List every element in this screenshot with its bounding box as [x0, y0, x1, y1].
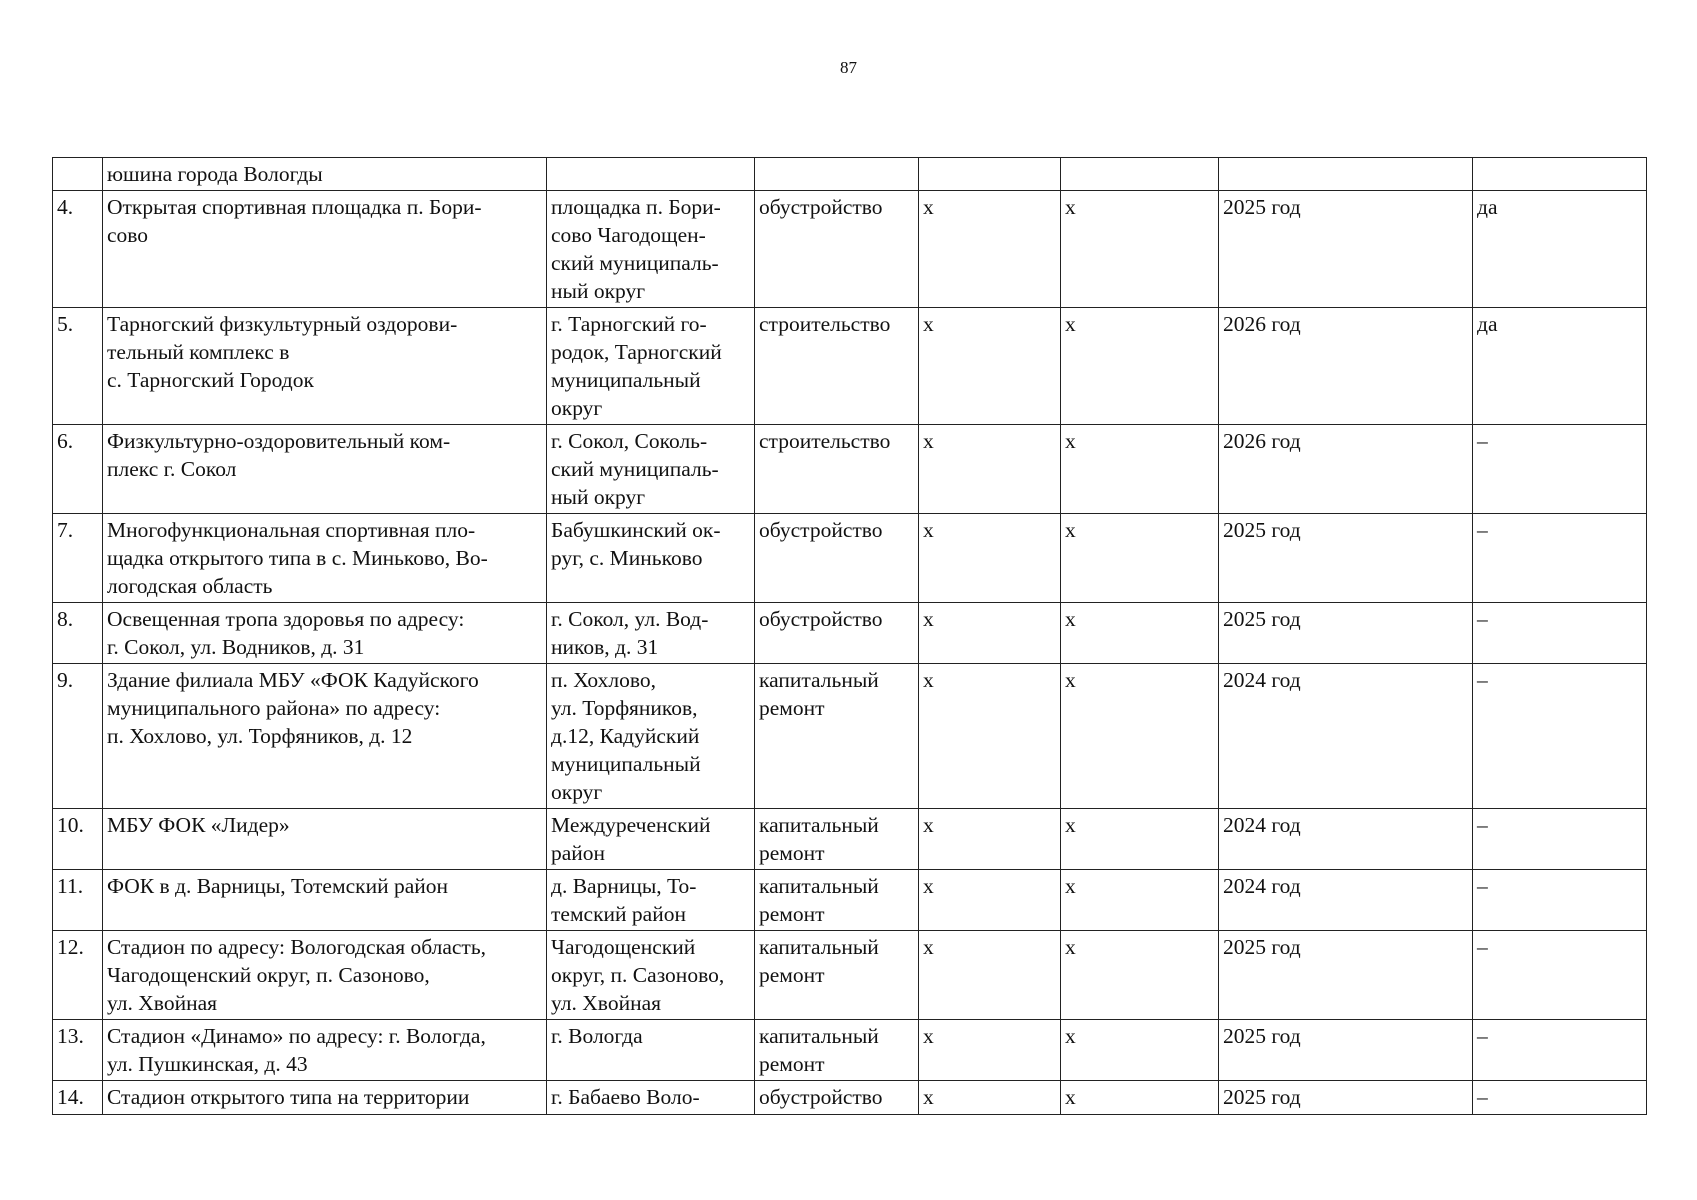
flag-value-text: – — [1477, 1085, 1488, 1109]
row-number-text: 8. — [57, 607, 74, 631]
object-name-text: Тарногский физкультурный оздорови- тельный комплекс в с. Тарногский Городок — [107, 312, 458, 392]
table-row — [53, 809, 1647, 870]
completion-year-text: 2024 год — [1223, 668, 1301, 692]
row-number-text: 10. — [57, 813, 84, 837]
table-row — [53, 425, 1647, 514]
flag-value — [1473, 1020, 1647, 1081]
work-type-text: капитальный ремонт — [759, 935, 879, 987]
object-location — [547, 1020, 755, 1081]
flag-value-text: – — [1477, 668, 1488, 692]
completion-year — [1219, 603, 1473, 664]
column-5-value — [919, 664, 1061, 809]
object-location — [547, 425, 755, 514]
completion-year-text: 2025 год — [1223, 935, 1301, 959]
object-location — [547, 664, 755, 809]
table-row — [53, 191, 1647, 308]
flag-value — [1473, 308, 1647, 425]
flag-value — [1473, 514, 1647, 603]
object-location-text: Бабушкинский ок- руг, с. Миньково — [551, 518, 721, 570]
column-5-value-text: х — [923, 813, 934, 837]
object-location-text: г. Тарногский го- родок, Тарногский муниципальный округ — [551, 312, 722, 420]
row-number — [53, 158, 103, 191]
work-type-text: строительство — [759, 429, 891, 453]
objects-table — [52, 157, 1647, 1115]
completion-year-text: 2025 год — [1223, 1024, 1301, 1048]
object-location-text: Междуреченский район — [551, 813, 711, 865]
row-number — [53, 870, 103, 931]
object-location-text: площадка п. Бори- сово Чагодощен- ский муниципаль- ный округ — [551, 195, 721, 303]
column-6-value — [1061, 870, 1219, 931]
object-name — [103, 191, 547, 308]
work-type — [755, 664, 919, 809]
column-6-value — [1061, 514, 1219, 603]
column-5-value-text: х — [923, 935, 934, 959]
completion-year — [1219, 931, 1473, 1020]
table-row — [53, 603, 1647, 664]
row-number — [53, 514, 103, 603]
column-6-value-text: х — [1065, 1085, 1076, 1109]
work-type — [755, 1081, 919, 1115]
column-5-value — [919, 809, 1061, 870]
column-5-value — [919, 308, 1061, 425]
column-5-value — [919, 158, 1061, 191]
object-location-text: г. Сокол, Соколь- ский муниципаль- ный округ — [551, 429, 719, 509]
flag-value — [1473, 870, 1647, 931]
row-number — [53, 664, 103, 809]
completion-year-text: 2026 год — [1223, 429, 1301, 453]
object-name-text: Физкультурно-оздоровительный ком- плекс г. Сокол — [107, 429, 451, 481]
object-location — [547, 603, 755, 664]
row-number — [53, 425, 103, 514]
row-number-text: 4. — [57, 195, 74, 219]
column-5-value — [919, 870, 1061, 931]
row-number — [53, 603, 103, 664]
object-name — [103, 158, 547, 191]
row-number-text: 11. — [57, 874, 84, 898]
column-5-value-text: х — [923, 312, 934, 336]
work-type-text: капитальный ремонт — [759, 874, 879, 926]
row-number-text: 12. — [57, 935, 84, 959]
column-6-value — [1061, 308, 1219, 425]
object-name — [103, 809, 547, 870]
column-5-value — [919, 931, 1061, 1020]
work-type — [755, 191, 919, 308]
object-name — [103, 514, 547, 603]
completion-year-text: 2024 год — [1223, 813, 1301, 837]
table-row — [53, 1020, 1647, 1081]
object-name-text: Здание филиала МБУ «ФОК Кадуйского муниципального района» по адресу: п. Хохлово, ул. Торфяников, д. 12 — [107, 668, 479, 748]
work-type — [755, 1020, 919, 1081]
column-5-value-text: х — [923, 195, 934, 219]
row-number — [53, 931, 103, 1020]
work-type — [755, 514, 919, 603]
object-name-text: Стадион открытого типа на территории — [107, 1085, 470, 1109]
flag-value-text: – — [1477, 813, 1488, 837]
object-name-text: Многофункциональная спортивная пло- щадка открытого типа в с. Миньково, Во- логодская область — [107, 518, 488, 598]
row-number-text: 5. — [57, 312, 74, 336]
object-location — [547, 931, 755, 1020]
object-name — [103, 870, 547, 931]
column-6-value-text: х — [1065, 518, 1076, 542]
table-row — [53, 514, 1647, 603]
page-number: 87 — [840, 58, 857, 77]
flag-value-text: – — [1477, 607, 1488, 631]
work-type-text: обустройство — [759, 1085, 883, 1109]
flag-value-text: – — [1477, 935, 1488, 959]
flag-value — [1473, 158, 1647, 191]
object-location-text: п. Хохлово, ул. Торфяников, д.12, Кадуйский муниципальный округ — [551, 668, 701, 804]
object-name — [103, 1020, 547, 1081]
object-location — [547, 809, 755, 870]
completion-year — [1219, 664, 1473, 809]
flag-value — [1473, 809, 1647, 870]
object-location-text: г. Сокол, ул. Вод- ников, д. 31 — [551, 607, 709, 659]
completion-year — [1219, 425, 1473, 514]
column-5-value-text: х — [923, 1085, 934, 1109]
row-number — [53, 308, 103, 425]
column-6-value — [1061, 425, 1219, 514]
flag-value — [1473, 603, 1647, 664]
flag-value — [1473, 664, 1647, 809]
object-name-text: МБУ ФОК «Лидер» — [107, 813, 290, 837]
object-name-text: Освещенная тропа здоровья по адресу: г. Сокол, ул. Водников, д. 31 — [107, 607, 465, 659]
completion-year — [1219, 514, 1473, 603]
object-location-text: д. Варницы, То- темский район — [551, 874, 697, 926]
work-type — [755, 425, 919, 514]
object-location-text: г. Вологда — [551, 1024, 643, 1048]
column-5-value — [919, 1081, 1061, 1115]
flag-value-text: – — [1477, 518, 1488, 542]
row-number-text: 9. — [57, 668, 74, 692]
column-5-value-text: х — [923, 518, 934, 542]
object-name — [103, 664, 547, 809]
table-body — [53, 158, 1647, 1115]
work-type — [755, 870, 919, 931]
column-6-value-text: х — [1065, 1024, 1076, 1048]
work-type-text: строительство — [759, 312, 891, 336]
completion-year — [1219, 191, 1473, 308]
column-6-value — [1061, 191, 1219, 308]
work-type-text: капитальный ремонт — [759, 1024, 879, 1076]
table-row — [53, 870, 1647, 931]
completion-year — [1219, 308, 1473, 425]
column-6-value-text: х — [1065, 429, 1076, 453]
object-name — [103, 1081, 547, 1115]
work-type — [755, 809, 919, 870]
column-5-value — [919, 425, 1061, 514]
completion-year — [1219, 809, 1473, 870]
flag-value-text: да — [1477, 195, 1498, 219]
object-location-text: Чагодощенский округ, п. Сазоново, ул. Хвойная — [551, 935, 725, 1015]
column-6-value — [1061, 1081, 1219, 1115]
object-location — [547, 158, 755, 191]
object-name-text: ФОК в д. Варницы, Тотемский район — [107, 874, 449, 898]
column-5-value — [919, 191, 1061, 308]
completion-year-text: 2025 год — [1223, 518, 1301, 542]
flag-value — [1473, 425, 1647, 514]
row-number-text: 14. — [57, 1085, 84, 1109]
completion-year-text: 2026 год — [1223, 312, 1301, 336]
completion-year — [1219, 870, 1473, 931]
flag-value-text: – — [1477, 874, 1488, 898]
object-name — [103, 931, 547, 1020]
completion-year — [1219, 1081, 1473, 1115]
flag-value — [1473, 191, 1647, 308]
row-number-text: 6. — [57, 429, 74, 453]
object-location — [547, 514, 755, 603]
column-6-value — [1061, 931, 1219, 1020]
row-number — [53, 809, 103, 870]
column-5-value — [919, 514, 1061, 603]
row-number — [53, 191, 103, 308]
row-number-text: 13. — [57, 1024, 84, 1048]
column-5-value-text: х — [923, 874, 934, 898]
work-type — [755, 603, 919, 664]
column-5-value — [919, 1020, 1061, 1081]
table-row — [53, 1081, 1647, 1115]
column-6-value-text: х — [1065, 312, 1076, 336]
row-number-text: 7. — [57, 518, 74, 542]
work-type-text: обустройство — [759, 518, 883, 542]
flag-value — [1473, 1081, 1647, 1115]
table-row — [53, 308, 1647, 425]
work-type-text: капитальный ремонт — [759, 813, 879, 865]
work-type — [755, 931, 919, 1020]
table-row — [53, 664, 1647, 809]
column-5-value-text: х — [923, 668, 934, 692]
object-location — [547, 870, 755, 931]
column-6-value-text: х — [1065, 668, 1076, 692]
column-5-value — [919, 603, 1061, 664]
column-6-value — [1061, 809, 1219, 870]
work-type — [755, 158, 919, 191]
object-name-text: Стадион «Динамо» по адресу: г. Вологда, ул. Пушкинская, д. 43 — [107, 1024, 486, 1076]
object-name — [103, 425, 547, 514]
row-number — [53, 1020, 103, 1081]
object-name-text: Стадион по адресу: Вологодская область, Чагодощенский округ, п. Сазоново, ул. Хвойная — [107, 935, 487, 1015]
column-6-value-text: х — [1065, 813, 1076, 837]
object-location-text: г. Бабаево Воло- — [551, 1085, 700, 1109]
column-6-value-text: х — [1065, 607, 1076, 631]
flag-value-text: – — [1477, 1024, 1488, 1048]
column-6-value-text: х — [1065, 874, 1076, 898]
work-type-text: обустройство — [759, 607, 883, 631]
completion-year — [1219, 1020, 1473, 1081]
object-location — [547, 308, 755, 425]
object-name — [103, 603, 547, 664]
work-type-text: капитальный ремонт — [759, 668, 879, 720]
object-name-text: юшина города Вологды — [107, 162, 323, 186]
column-6-value — [1061, 603, 1219, 664]
column-5-value-text: х — [923, 1024, 934, 1048]
column-6-value-text: х — [1065, 195, 1076, 219]
table-row — [53, 931, 1647, 1020]
work-type — [755, 308, 919, 425]
object-location — [547, 1081, 755, 1115]
completion-year-text: 2025 год — [1223, 1085, 1301, 1109]
flag-value-text: – — [1477, 429, 1488, 453]
completion-year-text: 2025 год — [1223, 607, 1301, 631]
column-5-value-text: х — [923, 429, 934, 453]
object-name-text: Открытая спортивная площадка п. Бори- сово — [107, 195, 482, 247]
flag-value-text: да — [1477, 312, 1498, 336]
table-row-continuation — [53, 158, 1647, 191]
object-name — [103, 308, 547, 425]
column-6-value — [1061, 1020, 1219, 1081]
flag-value — [1473, 931, 1647, 1020]
column-6-value-text: х — [1065, 935, 1076, 959]
completion-year — [1219, 158, 1473, 191]
completion-year-text: 2025 год — [1223, 195, 1301, 219]
object-location — [547, 191, 755, 308]
row-number — [53, 1081, 103, 1115]
completion-year-text: 2024 год — [1223, 874, 1301, 898]
work-type-text: обустройство — [759, 195, 883, 219]
column-5-value-text: х — [923, 607, 934, 631]
column-6-value — [1061, 664, 1219, 809]
column-6-value — [1061, 158, 1219, 191]
